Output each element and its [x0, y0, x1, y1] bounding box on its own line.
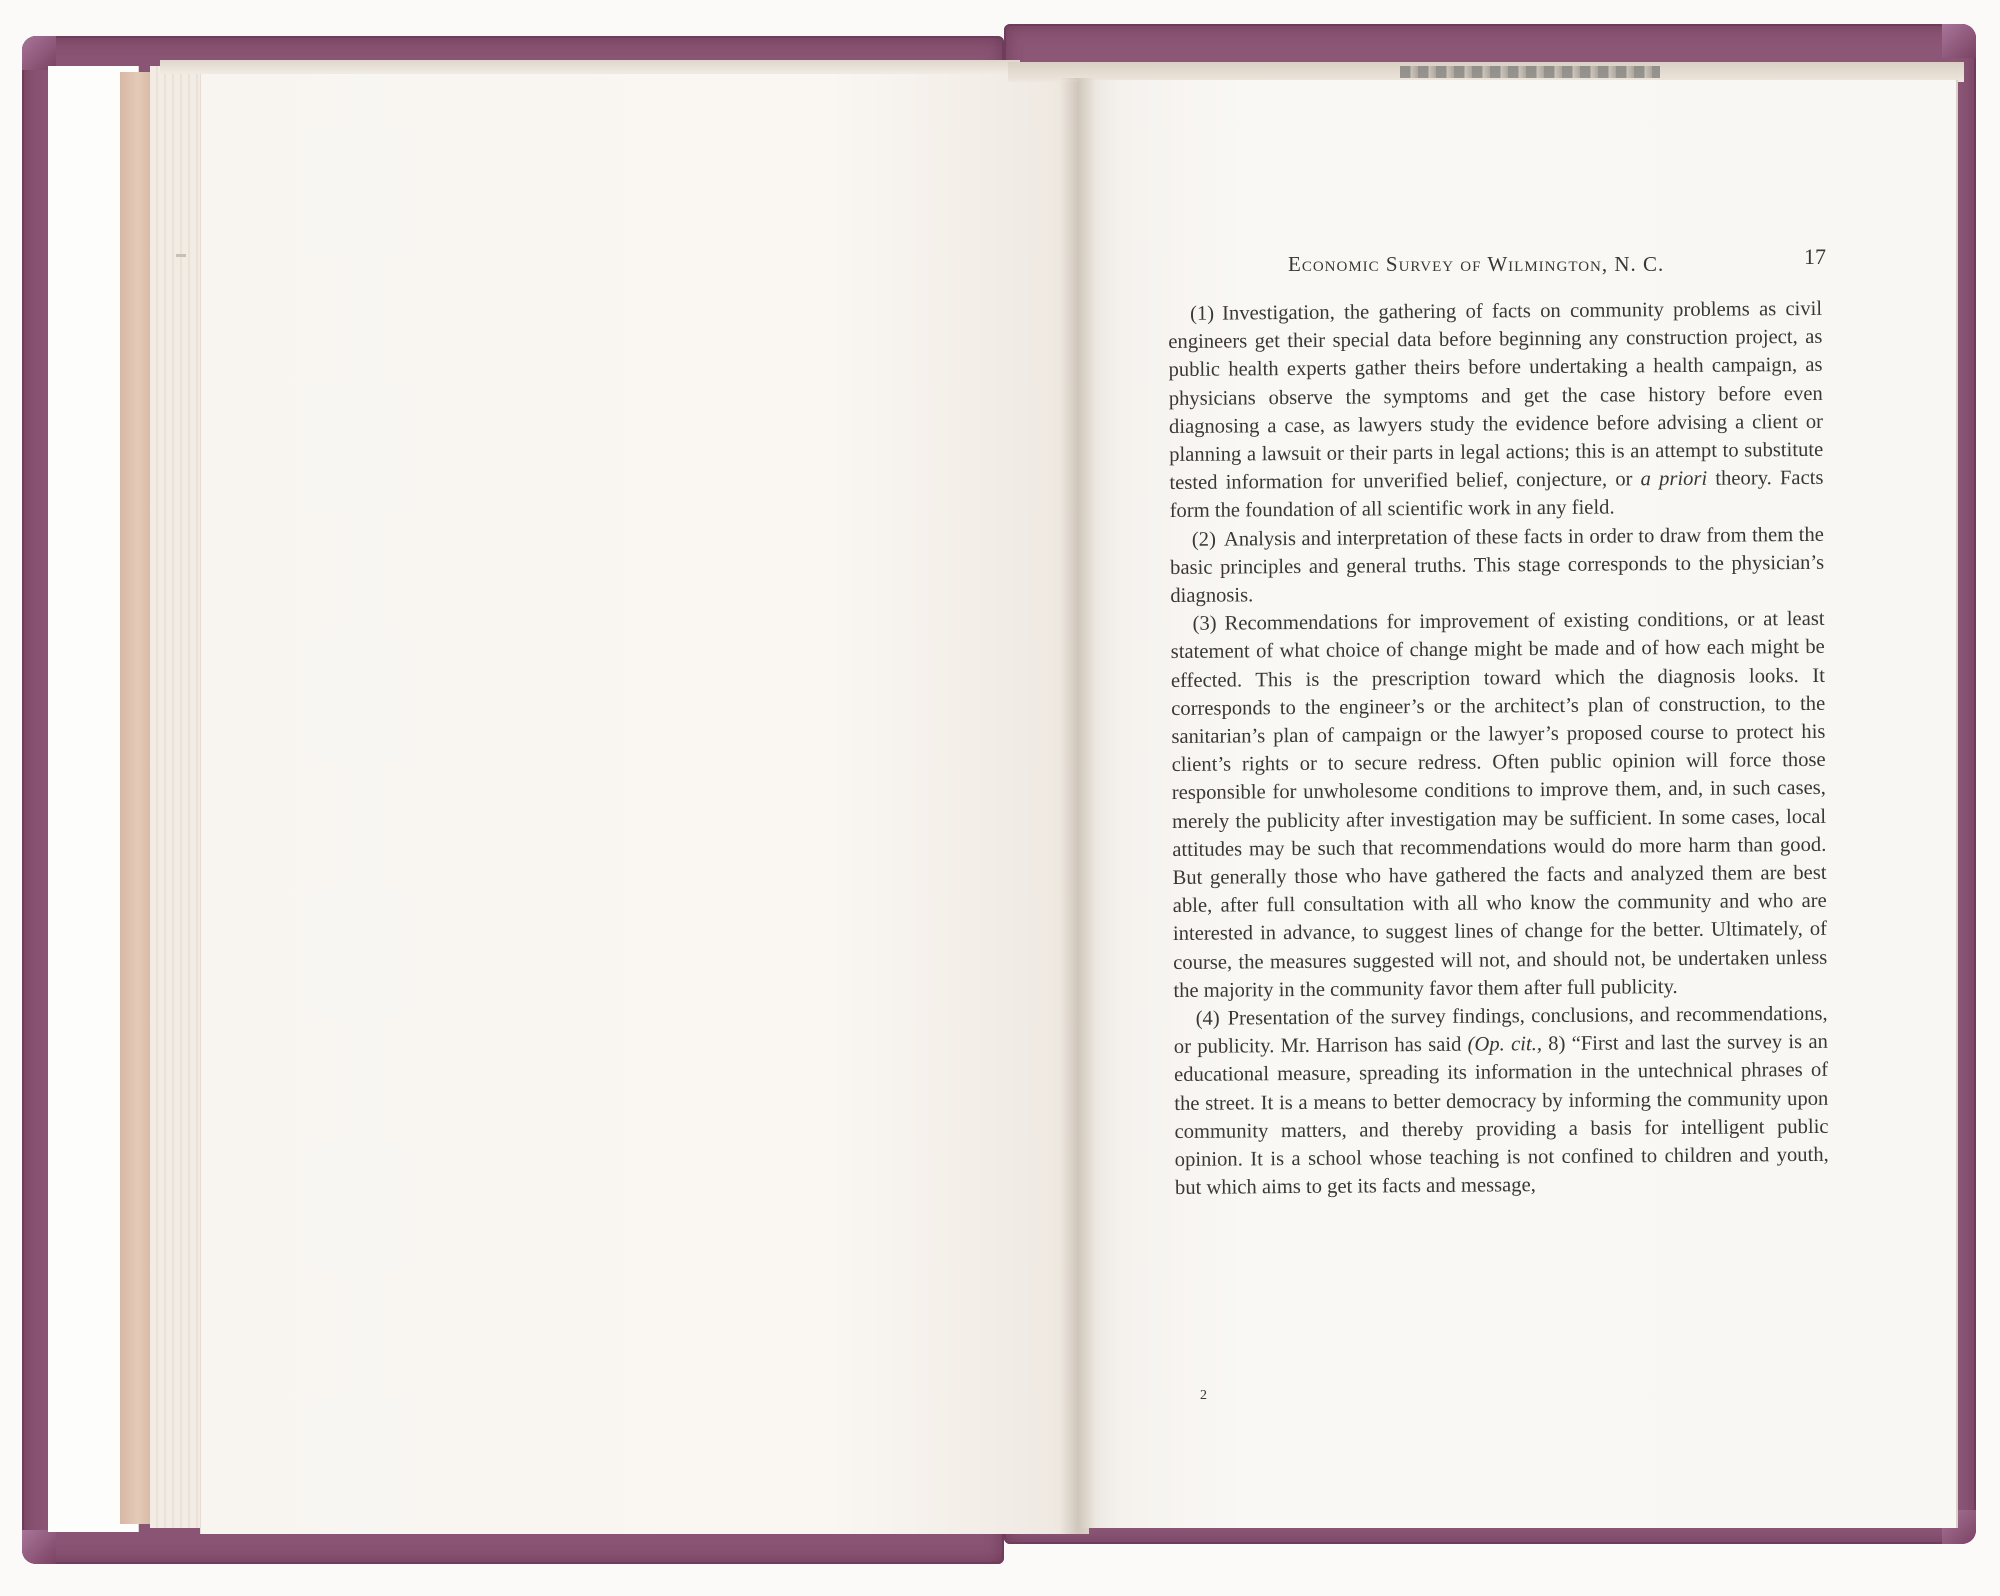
margin-pencil-mark — [176, 254, 186, 257]
paragraph-1 — [1168, 295, 1824, 526]
paragraph-italic-text: a priori — [1640, 467, 1708, 491]
page-edge-tan — [120, 72, 150, 1524]
paragraph-text: Analysis and interpretation of these facts in order to draw from them the basic principles and general truths. This stage corresponds to the physician’s diagnosis. — [1170, 523, 1825, 608]
paragraph-text: 8) “First and last the survey is an educational measure, spreading its information in the untechnical phrases of the street. It is a means to better democracy by informing the community upon community matters, and thereby providing a basis for intelligent public opinion. It is a school whose teaching is not confined to children and youth, but which aims to get its facts and message, — [1174, 1031, 1829, 1200]
paragraph-text: theory. Facts form the foundation of all scientific work in any field. — [1169, 467, 1824, 523]
signature-mark: 2 — [1200, 1388, 1207, 1403]
paragraph-number: (2) — [1191, 528, 1216, 551]
paragraph-text: Investigation, the gathering of facts on community problems as civil engineers get their special data before beginning any construction project, as public health experts gather theirs before undertaking a health campaign, as physicians observe the symptoms and get the case history before even diagnosing a case, as lawyers study the evidence before advising a client or planning a lawsuit or their parts in legal actions; this is an attempt to substitute tested information for unverified belief, conjecture, or — [1168, 297, 1824, 495]
paragraph-2 — [1170, 520, 1825, 610]
cover-corner-bottom-left — [22, 1530, 56, 1564]
page-top-edge-left — [160, 60, 1020, 74]
cover-corner-top-right — [1942, 24, 1976, 58]
paragraph-4 — [1174, 1000, 1830, 1203]
paragraph-text: Recommendations for improvement of existing conditions, or at least statement of what choice of change might be made and of how each might be effected. This is the prescription toward which the diagnosis looks. It corresponds to the engineer’s or the architect’s plan of construction, to the sanitarian’s plan of campaign or the lawyer’s proposed course to protect his client’s rights or to secure redress. Often public opinion will force those responsible for unwholesome conditions to improve them, and, in such cases, merely the publicity after investigation may be sufficient. In some cases, local attitudes may be such that recommendations would do more harm than good. But generally those who have gathered the facts and analyzed them are best able, after full consultation with all who know the community and who are interested in advance, to suggest lines of change for the better. Ultimately, of course, the measures suggested will not, and should not, be undertaken unless the majority in the community favor them after full publicity. — [1170, 608, 1828, 1002]
spine-gutter-shadow — [1060, 78, 1096, 1534]
paragraph-number: (4) — [1195, 1007, 1220, 1030]
paragraph-3 — [1170, 605, 1827, 1005]
page-number: 17 — [1804, 244, 1826, 269]
paragraph-text: Presentation of the survey findings, conclusions, and recommendations, or publicity. Mr. Harrison has said — [1173, 1002, 1828, 1059]
paragraph-italic-text: (Op. cit., — [1467, 1033, 1543, 1056]
paragraph-number: (3) — [1192, 612, 1217, 636]
paragraph-number: (1) — [1190, 302, 1215, 325]
body-text — [1168, 295, 1829, 1203]
blank-left-page — [200, 74, 1089, 1534]
cover-corner-top-left — [22, 36, 56, 70]
page-edge-smudge — [1400, 66, 1660, 78]
running-head: Economic Survey of Wilmington, N. C. — [1288, 252, 1665, 276]
